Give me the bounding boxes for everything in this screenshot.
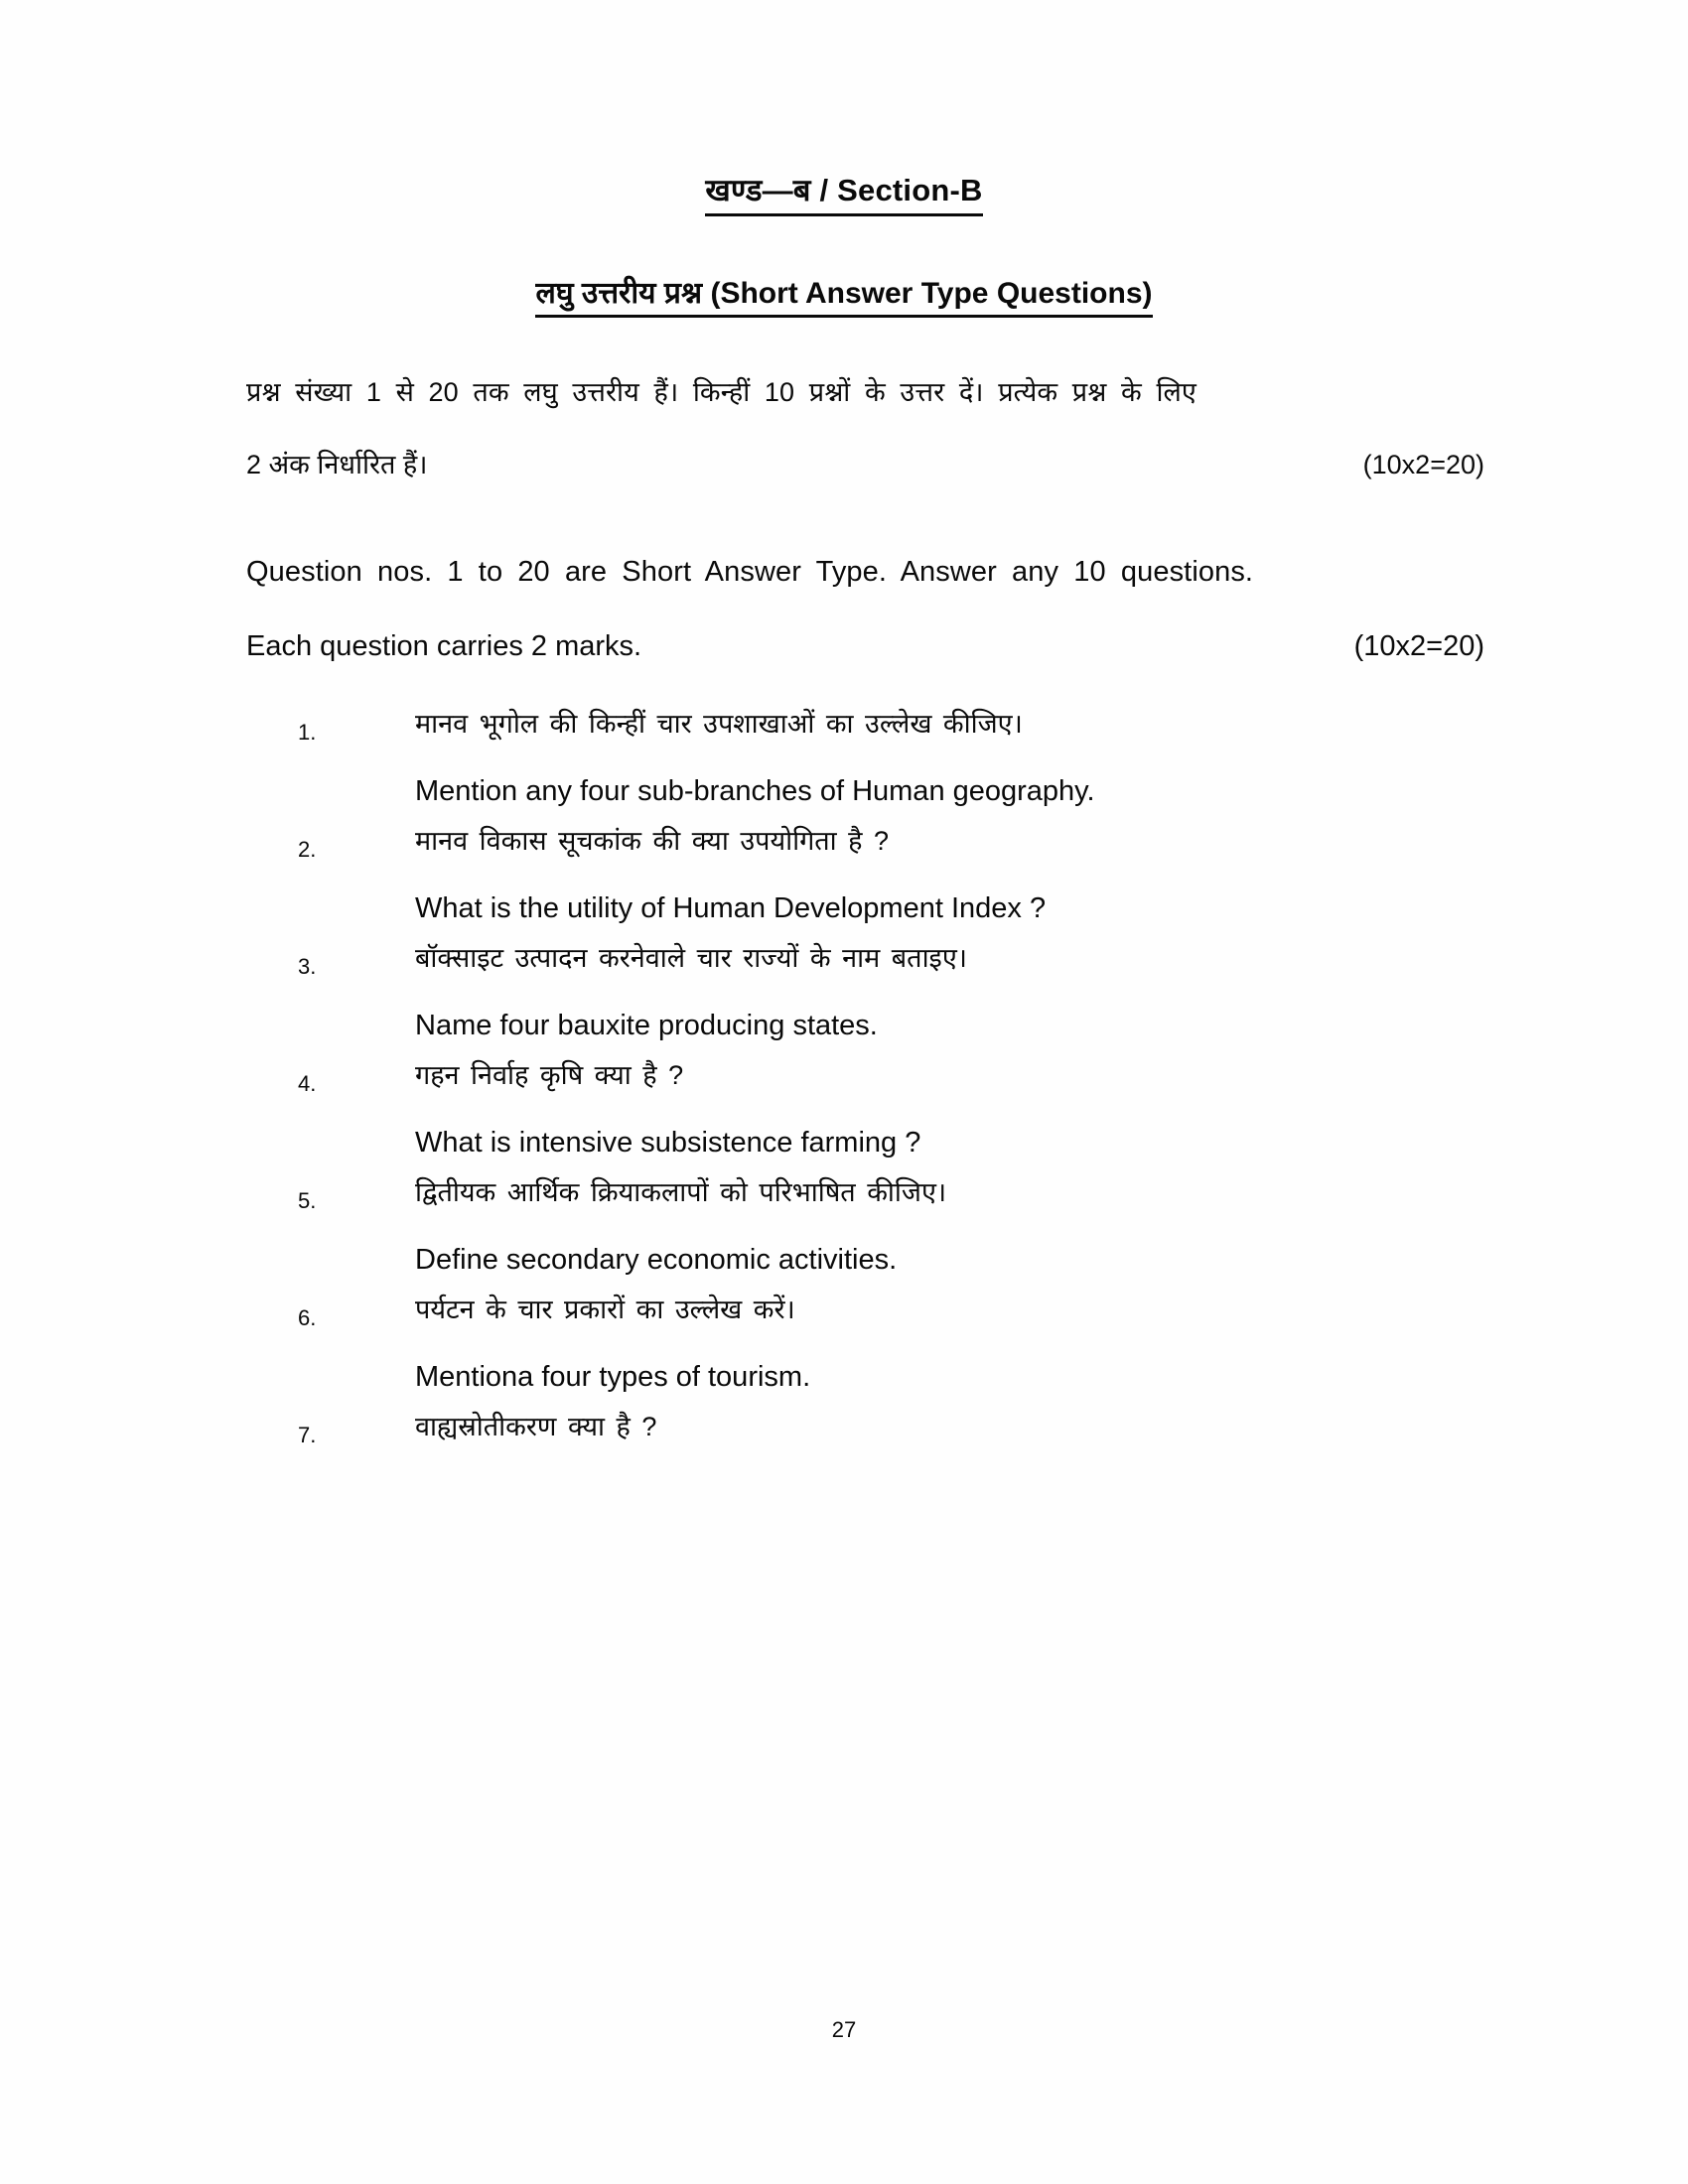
question-number: 6. [298, 1305, 317, 1330]
question-text-english: Name four bauxite producing states. [415, 1010, 878, 1041]
question-number: 1. [298, 720, 317, 745]
english-instruction-line-1 [246, 558, 1484, 587]
question-body [298, 945, 1688, 1040]
page-number: 27 [831, 2017, 857, 2042]
question-number: 5. [298, 1188, 317, 1213]
question-number: 7. [298, 1423, 317, 1447]
question-item [298, 828, 1688, 923]
question-number: 2. [298, 837, 317, 862]
question-item [298, 1297, 1688, 1392]
question-item [298, 1062, 1688, 1158]
hindi-instruction-line-1 [246, 379, 1484, 406]
hindi-instruction-text-2: 2 अंक निर्धारित हैं। [246, 450, 428, 479]
question-item [298, 1412, 1688, 1447]
question-list [0, 709, 1688, 1447]
question-text-english: Define secondary economic activities. [415, 1244, 898, 1276]
section-heading-text: खण्ड—ब / Section-B [705, 169, 982, 216]
english-instruction-line-2 [246, 632, 1484, 661]
question-item [298, 1179, 1688, 1275]
hindi-marks-allocation: (10x2=20) [1362, 450, 1484, 479]
question-text-hindi: गहन निर्वाह कृषि क्या है ? [415, 1060, 684, 1090]
question-text-hindi: द्वितीयक आर्थिक क्रियाकलापों को परिभाषित कीजिए। [415, 1177, 947, 1207]
question-text-english: Mentiona four types of tourism. [415, 1361, 811, 1393]
question-body [298, 828, 1688, 923]
instruction-spacer [246, 524, 1484, 558]
question-text-hindi: वाह्यस्रोतीकरण क्या है ? [415, 1412, 657, 1441]
english-instruction-text-1: Question nos. 1 to 20 are Short Answer Type. Answer any 10 questions. [246, 556, 1254, 588]
question-item [298, 945, 1688, 1040]
question-body [298, 1414, 1688, 1440]
subsection-heading [0, 271, 1688, 318]
question-body [298, 1062, 1688, 1158]
question-item [298, 711, 1688, 806]
question-body [298, 711, 1688, 806]
hindi-instruction-text-1: प्रश्न संख्या 1 से 20 तक लघु उत्तरीय हैं। किन्हीं 10 प्रश्नों के उत्तर दें। प्रत्येक प्रश्न के लिए [246, 377, 1196, 407]
question-text-english: What is intensive subsistence farming ? [415, 1127, 921, 1159]
question-text-english: Mention any four sub-branches of Human geography. [415, 775, 1095, 807]
question-number: 3. [298, 954, 317, 979]
english-marks-allocation: (10x2=20) [1353, 630, 1484, 662]
hindi-instruction-line-2 [246, 452, 1484, 478]
question-text-english: What is the utility of Human Development Index ? [415, 892, 1047, 924]
section-heading [0, 169, 1688, 216]
question-body [298, 1297, 1688, 1392]
instructions-block [0, 379, 1688, 661]
question-text-hindi: मानव विकास सूचकांक की क्या उपयोगिता है ? [415, 826, 890, 856]
question-text-hindi: मानव भूगोल की किन्हीं चार उपशाखाओं का उल्लेख कीजिए। [415, 709, 1023, 739]
english-instruction-text-2: Each question carries 2 marks. [246, 630, 642, 662]
question-body [298, 1179, 1688, 1275]
question-text-hindi: पर्यटन के चार प्रकारों का उल्लेख करें। [415, 1295, 795, 1324]
question-text-hindi: बॉक्साइट उत्पादन करनेवाले चार राज्यों के नाम बताइए। [415, 943, 967, 973]
question-number: 4. [298, 1071, 317, 1096]
subsection-heading-text: लघु उत्तरीय प्रश्न (Short Answer Type Questions) [535, 271, 1152, 318]
